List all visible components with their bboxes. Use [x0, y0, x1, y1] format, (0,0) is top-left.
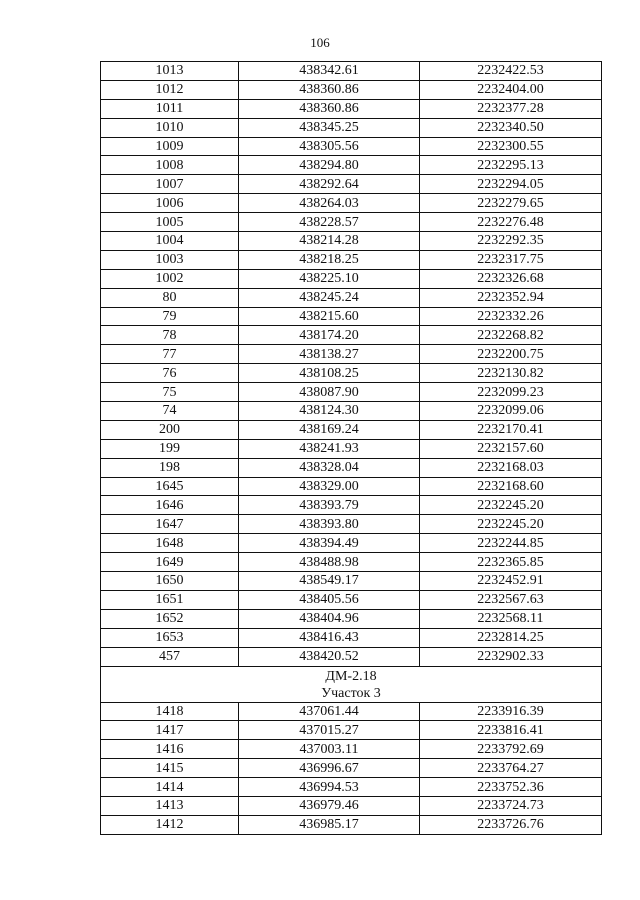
- table-row: [101, 458, 602, 477]
- y-coordinate-cell: 2232157.60: [420, 439, 602, 458]
- y-coordinate-cell: 2232422.53: [420, 62, 602, 81]
- point-number-cell: 78: [101, 326, 239, 345]
- y-coordinate-cell: 2232245.20: [420, 496, 602, 515]
- point-number-cell: 1010: [101, 118, 239, 137]
- x-coordinate-cell: 438416.43: [239, 628, 420, 647]
- x-coordinate-cell: 438225.10: [239, 269, 420, 288]
- table-row: [101, 609, 602, 628]
- table-row: [101, 496, 602, 515]
- point-number-cell: 1414: [101, 778, 239, 797]
- x-coordinate-cell: 438241.93: [239, 439, 420, 458]
- point-number-cell: 79: [101, 307, 239, 326]
- point-number-cell: 1009: [101, 137, 239, 156]
- point-number-cell: 198: [101, 458, 239, 477]
- point-number-cell: 1647: [101, 515, 239, 534]
- table-row: [101, 759, 602, 778]
- point-number-cell: 1651: [101, 590, 239, 609]
- x-coordinate-cell: 438420.52: [239, 647, 420, 666]
- x-coordinate-cell: 438404.96: [239, 609, 420, 628]
- y-coordinate-cell: 2232326.68: [420, 269, 602, 288]
- y-coordinate-cell: 2232168.60: [420, 477, 602, 496]
- x-coordinate-cell: 438124.30: [239, 402, 420, 421]
- y-coordinate-cell: 2232340.50: [420, 118, 602, 137]
- y-coordinate-cell: 2232317.75: [420, 250, 602, 269]
- table-row: [101, 250, 602, 269]
- x-coordinate-cell: 438174.20: [239, 326, 420, 345]
- x-coordinate-cell: 436985.17: [239, 815, 420, 834]
- table-row: [101, 702, 602, 721]
- table-row: [101, 118, 602, 137]
- point-number-cell: 1418: [101, 702, 239, 721]
- x-coordinate-cell: 438549.17: [239, 572, 420, 591]
- point-number-cell: 1002: [101, 269, 239, 288]
- x-coordinate-cell: 438218.25: [239, 250, 420, 269]
- x-coordinate-cell: 438342.61: [239, 62, 420, 81]
- x-coordinate-cell: 438214.28: [239, 232, 420, 251]
- point-number-cell: 1012: [101, 80, 239, 99]
- y-coordinate-cell: 2232200.75: [420, 345, 602, 364]
- section-header-cell: [101, 666, 602, 702]
- y-coordinate-cell: 2232268.82: [420, 326, 602, 345]
- y-coordinate-cell: 2232902.33: [420, 647, 602, 666]
- section-title: ДМ-2.18: [325, 668, 377, 684]
- table-row: [101, 402, 602, 421]
- point-number-cell: 1006: [101, 194, 239, 213]
- y-coordinate-cell: 2232567.63: [420, 590, 602, 609]
- y-coordinate-cell: 2232377.28: [420, 99, 602, 118]
- x-coordinate-cell: 438345.25: [239, 118, 420, 137]
- table-row: [101, 62, 602, 81]
- y-coordinate-cell: 2232292.35: [420, 232, 602, 251]
- point-number-cell: 76: [101, 364, 239, 383]
- x-coordinate-cell: 438405.56: [239, 590, 420, 609]
- table-row: [101, 420, 602, 439]
- x-coordinate-cell: 438264.03: [239, 194, 420, 213]
- point-number-cell: 1011: [101, 99, 239, 118]
- point-number-cell: 1013: [101, 62, 239, 81]
- page-number: 106: [310, 35, 330, 50]
- point-number-cell: 1413: [101, 796, 239, 815]
- y-coordinate-cell: 2232245.20: [420, 515, 602, 534]
- x-coordinate-cell: 436994.53: [239, 778, 420, 797]
- point-number-cell: 1652: [101, 609, 239, 628]
- x-coordinate-cell: 438328.04: [239, 458, 420, 477]
- x-coordinate-cell: 438393.80: [239, 515, 420, 534]
- point-number-cell: 77: [101, 345, 239, 364]
- x-coordinate-cell: 438394.49: [239, 534, 420, 553]
- table-row: [101, 137, 602, 156]
- y-coordinate-cell: 2233792.69: [420, 740, 602, 759]
- x-coordinate-cell: 437003.11: [239, 740, 420, 759]
- point-number-cell: 74: [101, 402, 239, 421]
- table-row: [101, 439, 602, 458]
- table-row: [101, 156, 602, 175]
- table-row: [101, 815, 602, 834]
- y-coordinate-cell: 2233726.76: [420, 815, 602, 834]
- y-coordinate-cell: 2232170.41: [420, 420, 602, 439]
- table-row: [101, 80, 602, 99]
- table-row: [101, 647, 602, 666]
- x-coordinate-cell: 437015.27: [239, 721, 420, 740]
- point-number-cell: 1003: [101, 250, 239, 269]
- y-coordinate-cell: 2232452.91: [420, 572, 602, 591]
- table-row: [101, 194, 602, 213]
- point-number-cell: 1415: [101, 759, 239, 778]
- y-coordinate-cell: 2232130.82: [420, 364, 602, 383]
- x-coordinate-cell: 438292.64: [239, 175, 420, 194]
- table-row: [101, 534, 602, 553]
- table-row: [101, 99, 602, 118]
- y-coordinate-cell: 2232099.06: [420, 402, 602, 421]
- point-number-cell: 1648: [101, 534, 239, 553]
- table-row: [101, 364, 602, 383]
- y-coordinate-cell: 2233724.73: [420, 796, 602, 815]
- table-row: [101, 345, 602, 364]
- y-coordinate-cell: 2232295.13: [420, 156, 602, 175]
- point-number-cell: 199: [101, 439, 239, 458]
- x-coordinate-cell: 438087.90: [239, 383, 420, 402]
- x-coordinate-cell: 438228.57: [239, 213, 420, 232]
- table-row: [101, 721, 602, 740]
- x-coordinate-cell: 438169.24: [239, 420, 420, 439]
- section-subtitle: Участок 3: [321, 685, 381, 701]
- x-coordinate-cell: 438294.80: [239, 156, 420, 175]
- table-row: [101, 572, 602, 591]
- table-row: [101, 326, 602, 345]
- y-coordinate-cell: 2233816.41: [420, 721, 602, 740]
- point-number-cell: 1646: [101, 496, 239, 515]
- point-number-cell: 1412: [101, 815, 239, 834]
- y-coordinate-cell: 2232814.25: [420, 628, 602, 647]
- point-number-cell: 1645: [101, 477, 239, 496]
- table-row: [101, 383, 602, 402]
- x-coordinate-cell: 436996.67: [239, 759, 420, 778]
- point-number-cell: 1416: [101, 740, 239, 759]
- table-section-header: [101, 666, 602, 702]
- y-coordinate-cell: 2232099.23: [420, 383, 602, 402]
- x-coordinate-cell: 438138.27: [239, 345, 420, 364]
- y-coordinate-cell: 2233764.27: [420, 759, 602, 778]
- point-number-cell: 1005: [101, 213, 239, 232]
- y-coordinate-cell: 2232294.05: [420, 175, 602, 194]
- x-coordinate-cell: 438488.98: [239, 553, 420, 572]
- y-coordinate-cell: 2233752.36: [420, 778, 602, 797]
- table-row: [101, 778, 602, 797]
- section-header-row: [101, 666, 602, 702]
- x-coordinate-cell: 438360.86: [239, 99, 420, 118]
- table-row: [101, 213, 602, 232]
- point-number-cell: 1008: [101, 156, 239, 175]
- table-row: [101, 175, 602, 194]
- coordinates-table: [100, 61, 602, 835]
- y-coordinate-cell: 2232276.48: [420, 213, 602, 232]
- table-row: [101, 269, 602, 288]
- table-row: [101, 477, 602, 496]
- x-coordinate-cell: 438108.25: [239, 364, 420, 383]
- table-row: [101, 232, 602, 251]
- point-number-cell: 80: [101, 288, 239, 307]
- table-body-part1: [101, 62, 602, 667]
- y-coordinate-cell: 2232568.11: [420, 609, 602, 628]
- point-number-cell: 75: [101, 383, 239, 402]
- y-coordinate-cell: 2232365.85: [420, 553, 602, 572]
- y-coordinate-cell: 2232168.03: [420, 458, 602, 477]
- x-coordinate-cell: 438305.56: [239, 137, 420, 156]
- y-coordinate-cell: 2232279.65: [420, 194, 602, 213]
- point-number-cell: 1004: [101, 232, 239, 251]
- table-row: [101, 307, 602, 326]
- y-coordinate-cell: 2232300.55: [420, 137, 602, 156]
- table-row: [101, 553, 602, 572]
- point-number-cell: 1417: [101, 721, 239, 740]
- point-number-cell: 1653: [101, 628, 239, 647]
- table-row: [101, 628, 602, 647]
- point-number-cell: 1650: [101, 572, 239, 591]
- x-coordinate-cell: 438245.24: [239, 288, 420, 307]
- y-coordinate-cell: 2232352.94: [420, 288, 602, 307]
- y-coordinate-cell: 2233916.39: [420, 702, 602, 721]
- point-number-cell: 1649: [101, 553, 239, 572]
- table-row: [101, 796, 602, 815]
- y-coordinate-cell: 2232244.85: [420, 534, 602, 553]
- point-number-cell: 457: [101, 647, 239, 666]
- point-number-cell: 1007: [101, 175, 239, 194]
- table-row: [101, 515, 602, 534]
- table-row: [101, 288, 602, 307]
- x-coordinate-cell: 438329.00: [239, 477, 420, 496]
- x-coordinate-cell: 438360.86: [239, 80, 420, 99]
- x-coordinate-cell: 436979.46: [239, 796, 420, 815]
- point-number-cell: 200: [101, 420, 239, 439]
- x-coordinate-cell: 438393.79: [239, 496, 420, 515]
- table-body-part2: [101, 702, 602, 834]
- table-row: [101, 590, 602, 609]
- y-coordinate-cell: 2232404.00: [420, 80, 602, 99]
- x-coordinate-cell: 438215.60: [239, 307, 420, 326]
- table-row: [101, 740, 602, 759]
- x-coordinate-cell: 437061.44: [239, 702, 420, 721]
- y-coordinate-cell: 2232332.26: [420, 307, 602, 326]
